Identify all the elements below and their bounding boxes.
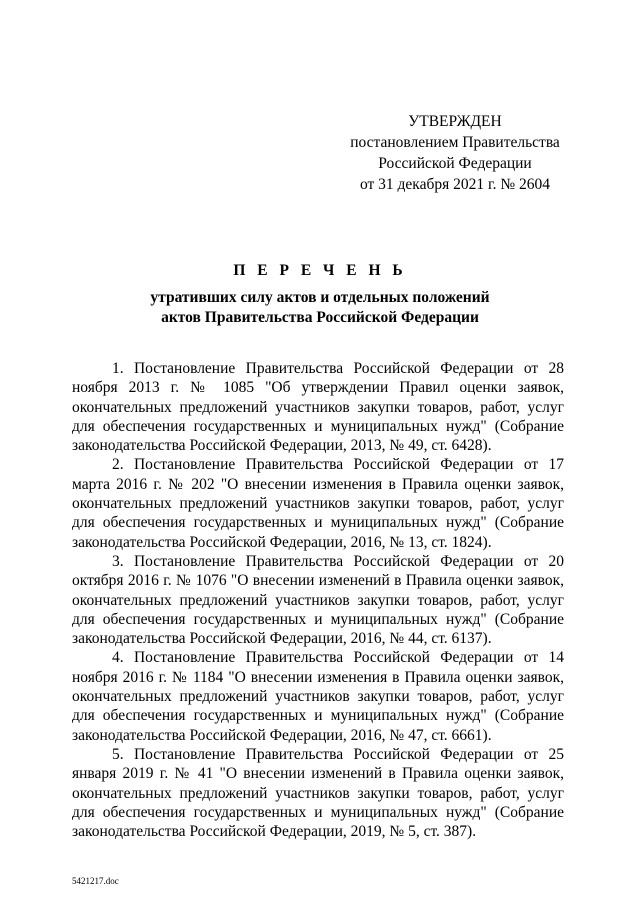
list-item: 2. Постановление Правительства Российской Федерации от 17 марта 2016 г. № 202 "О внесении изменения в Правила оценки заявок, окончательных предложений участников закупки товаров, работ, услуг для обеспечения государственных и муниципальных нужд" (Собрание законодательства Российской Федерации, 2016, № 13, ст. 1824). — [72, 456, 564, 551]
document-file-id: 5421217.doc — [72, 876, 119, 886]
acts-list — [72, 359, 564, 841]
subtitle-line: утративших силу актов и отдельных положений — [150, 289, 490, 306]
approval-line: постановлением Правительства — [350, 134, 560, 151]
list-item: 4. Постановление Правительства Российской Федерации от 14 ноября 2016 г. № 1184 "О внесении изменения в Правила оценки заявок, окончательных предложений участников закупки товаров, работ, услуг для обеспечения государственных и муниципальных нужд" (Собрание законодательства Российской Федерации, 2016, № 47, ст. 6661). — [72, 649, 564, 744]
approval-title: УТВЕРЖДЕН — [408, 113, 502, 130]
approval-line: Российской Федерации — [378, 155, 532, 172]
document-title: П Е Р Е Ч Е Н Ь — [233, 262, 407, 279]
subtitle-line: актов Правительства Российской Федерации — [161, 309, 479, 326]
document-subtitle — [0, 288, 640, 328]
list-item: 3. Постановление Правительства Российской Федерации от 20 октября 2016 г. № 1076 "О внесении изменений в Правила оценки заявок, окончательных предложений участников закупки товаров, работ, услуг для обеспечения государственных и муниципальных нужд" (Собрание законодательства Российской Федерации, 2016, № 44, ст. 6137). — [72, 552, 564, 648]
approval-date-line: от 31 декабря 2021 г. № 2604 — [359, 176, 551, 193]
list-item: 5. Постановление Правительства Российской Федерации от 25 января 2019 г. № 41 "О внесении изменений в Правила оценки заявок, окончательных предложений участников закупки товаров, работ, услуг для обеспечения государственных и муниципальных нужд" (Собрание законодательства Российской Федерации, 2019, № 5, ст. 387). — [72, 745, 564, 841]
list-item: 1. Постановление Правительства Российской Федерации от 28 ноября 2013 г. № 1085 "Об утверждении Правил оценки заявок, окончательных предложений участников закупки товаров, работ, услуг для обеспечения государственных и муниципальных нужд" (Собрание законодательства Российской Федерации, 2013, № 49, ст. 6428). — [72, 360, 564, 455]
approval-stamp — [330, 111, 580, 195]
